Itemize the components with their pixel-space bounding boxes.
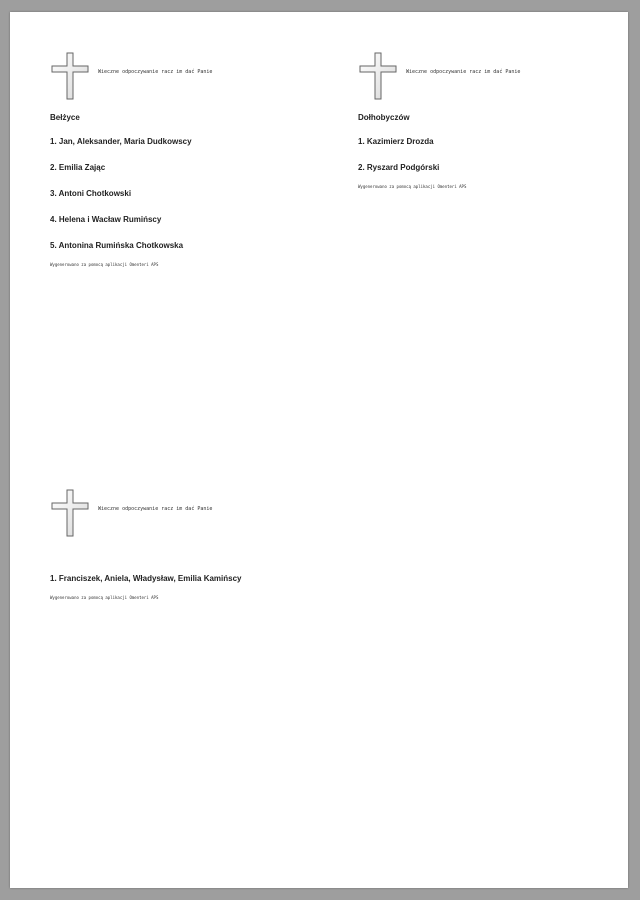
generated-footer: Wygenerowano za pomocą aplikacji Omenteri APS	[50, 595, 159, 600]
generated-footer: Wygenerowano za pomocą aplikacji Omenteri APS	[50, 262, 159, 267]
prayer-text: Wieczne odpoczywanie racz im dać Panie	[98, 69, 213, 75]
list-item: 3. Antoni Chotkowski	[50, 189, 132, 198]
generated-footer: Wygenerowano za pomocą aplikacji Omenteri APS	[358, 184, 467, 189]
names-list	[358, 136, 628, 174]
list-item: 2. Emilia Zając	[50, 163, 106, 172]
cross-icon	[50, 489, 90, 537]
memorial-card	[358, 52, 628, 189]
memorial-card	[50, 52, 320, 267]
cross-icon	[358, 52, 398, 100]
card-header	[358, 52, 628, 100]
list-item: 4. Helena i Wacław Rumińscy	[50, 215, 162, 224]
document-page	[10, 12, 628, 888]
prayer-text: Wieczne odpoczywanie racz im dać Panie	[406, 69, 521, 75]
names-list	[50, 573, 320, 585]
parish-name: Dołhobyczów	[358, 113, 410, 122]
cross-icon	[50, 52, 90, 100]
parish-name	[50, 549, 320, 561]
list-item: 1. Franciszek, Aniela, Władysław, Emilia Kamińscy	[50, 574, 242, 583]
card-header	[50, 489, 320, 537]
list-item: 1. Jan, Aleksander, Maria Dudkowscy	[50, 137, 192, 146]
card-header	[50, 52, 320, 100]
prayer-text: Wieczne odpoczywanie racz im dać Panie	[98, 506, 213, 512]
list-item: 2. Ryszard Podgórski	[358, 163, 440, 172]
list-item: 5. Antonina Rumińska Chotkowska	[50, 241, 184, 250]
list-item: 1. Kazimierz Drozda	[358, 137, 434, 146]
memorial-card	[50, 489, 320, 600]
names-list	[50, 136, 320, 252]
parish-name: Bełżyce	[50, 113, 80, 122]
